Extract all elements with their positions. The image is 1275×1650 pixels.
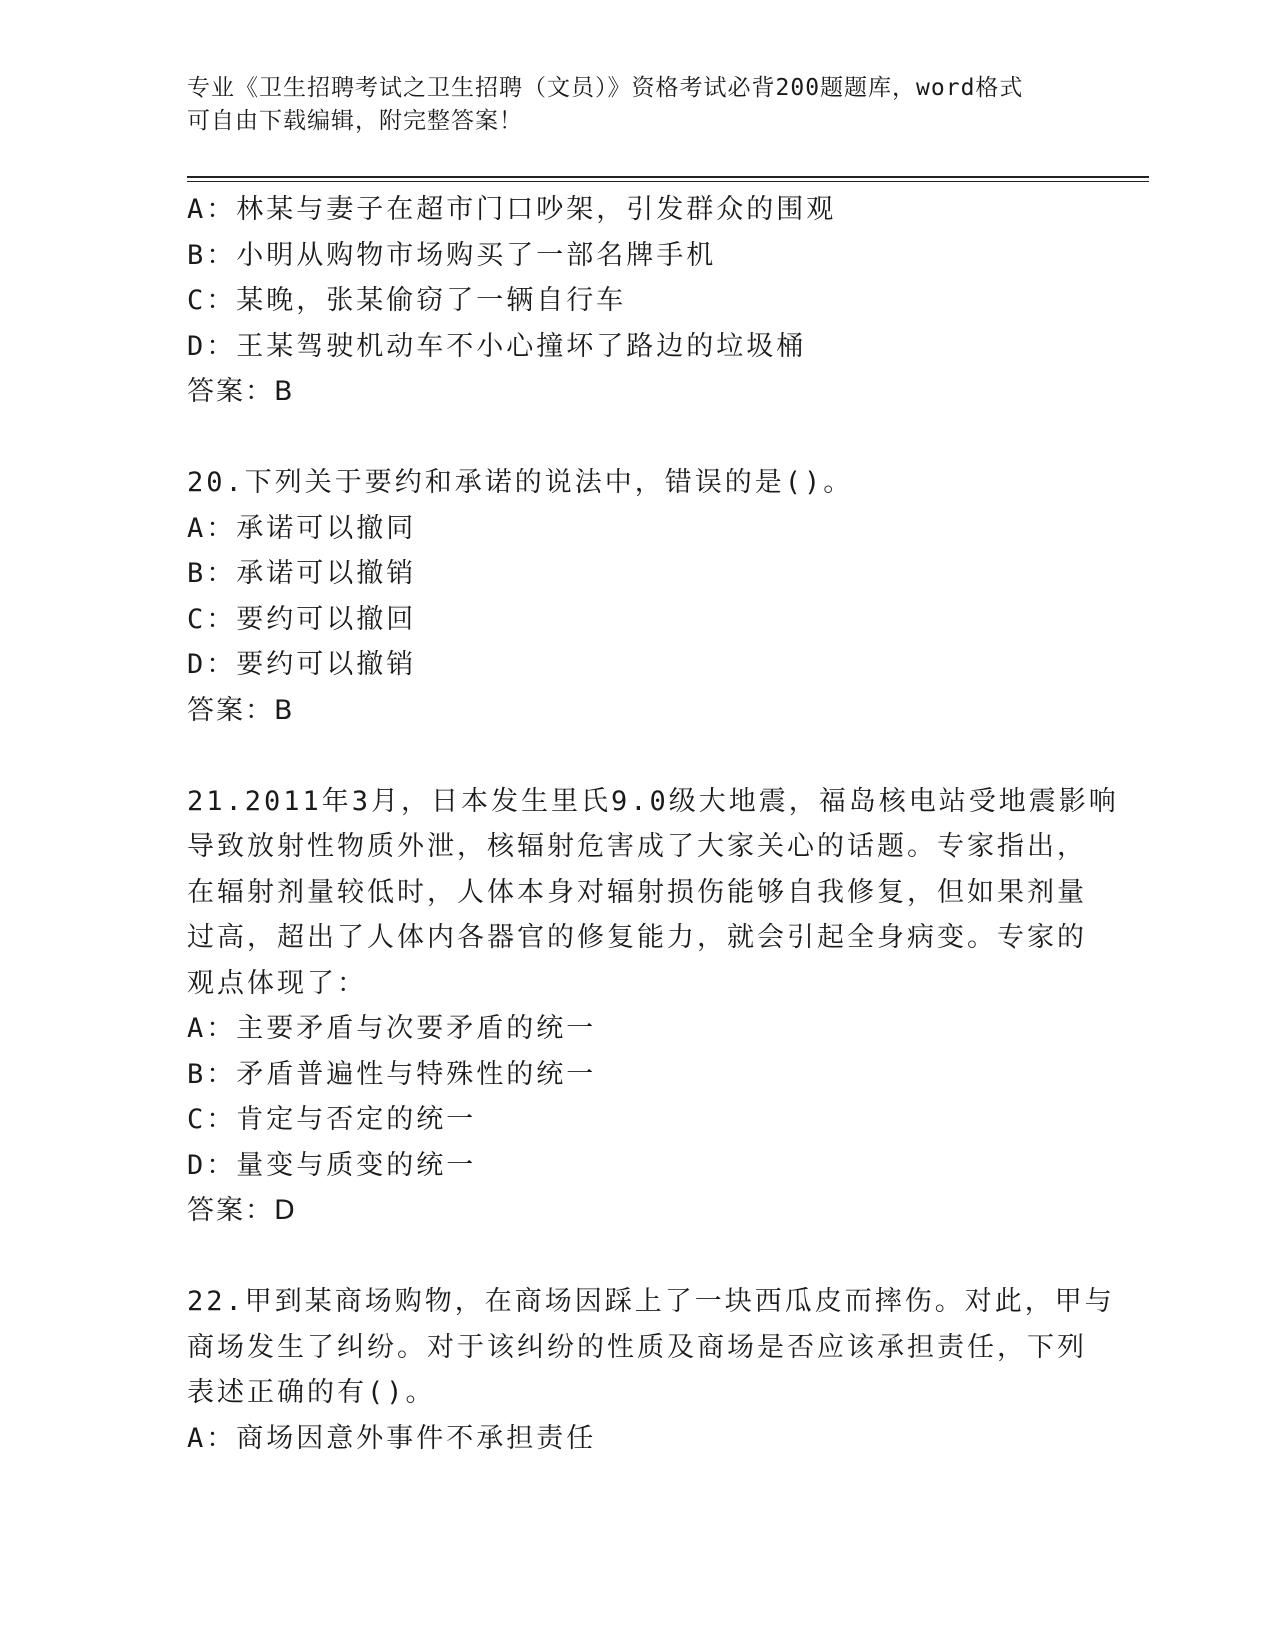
answer: 答案：B [187,694,295,726]
header-divider [187,176,1149,178]
header-line-1: 专业《卫生招聘考试之卫生招聘（文员）》资格考试必背200题题库，word格式 [187,75,1024,101]
option-b: B：小明从购物市场购买了一部名牌手机 [187,239,717,271]
option-c: C：某晚，张某偷窃了一辆自行车 [187,285,627,316]
question-21 [187,779,1119,1234]
header-divider-thin [187,181,1149,182]
question-stem-line: 表述正确的有()。 [187,1377,436,1408]
question-stem-line: 过高，超出了人体内各器官的修复能力，就会引起全身病变。专家的 [187,922,1087,953]
spacer [187,733,1087,779]
option-b: B：矛盾普遍性与特殊性的统一 [187,1058,597,1090]
option-a: A：承诺可以撤同 [187,512,417,544]
option-d: D：要约可以撤销 [187,649,417,680]
answer: 答案：B [187,376,295,407]
question-list [187,187,1119,1461]
question-stem-line: 导致放射性物质外泄，核辐射危害成了大家关心的话题。专家指出， [187,831,1087,862]
option-c: C：肯定与否定的统一 [187,1104,477,1135]
option-d: D：量变与质变的统一 [187,1149,477,1181]
question-stem-line: 观点体现了： [187,967,367,999]
option-a: A：林某与妻子在超市门口吵架，引发群众的围观 [187,194,837,225]
question-22 [187,1279,1115,1461]
option-c: C：要约可以撤回 [187,603,417,635]
option-a: A：主要矛盾与次要矛盾的统一 [187,1013,597,1044]
question-20 [187,460,1087,733]
option-d: D：王某驾驶机动车不小心撞坏了路边的垃圾桶 [187,330,807,362]
question-19 [187,187,1087,415]
question-stem: 20.下列关于要约和承诺的说法中，错误的是()。 [187,467,854,498]
question-stem-line: 21.2011年3月，日本发生里氏9.0级大地震，福岛核电站受地震影响 [187,785,1119,817]
spacer [187,1234,1087,1280]
answer: 答案：D [187,1195,297,1226]
header-line-2: 可自由下载编辑，附完整答案！ [187,108,523,134]
question-stem-line: 商场发生了纠纷。对于该纠纷的性质及商场是否应该承担责任，下列 [187,1331,1087,1363]
spacer [187,415,1087,461]
option-a: A：商场因意外事件不承担责任 [187,1422,597,1454]
document-header [187,72,1067,138]
question-stem-line: 在辐射剂量较低时，人体本身对辐射损伤能够自我修复，但如果剂量 [187,876,1087,908]
question-stem-line: 22.甲到某商场购物，在商场因踩上了一块西瓜皮而摔伤。对此，甲与 [187,1286,1115,1317]
option-b: B：承诺可以撤销 [187,558,417,589]
